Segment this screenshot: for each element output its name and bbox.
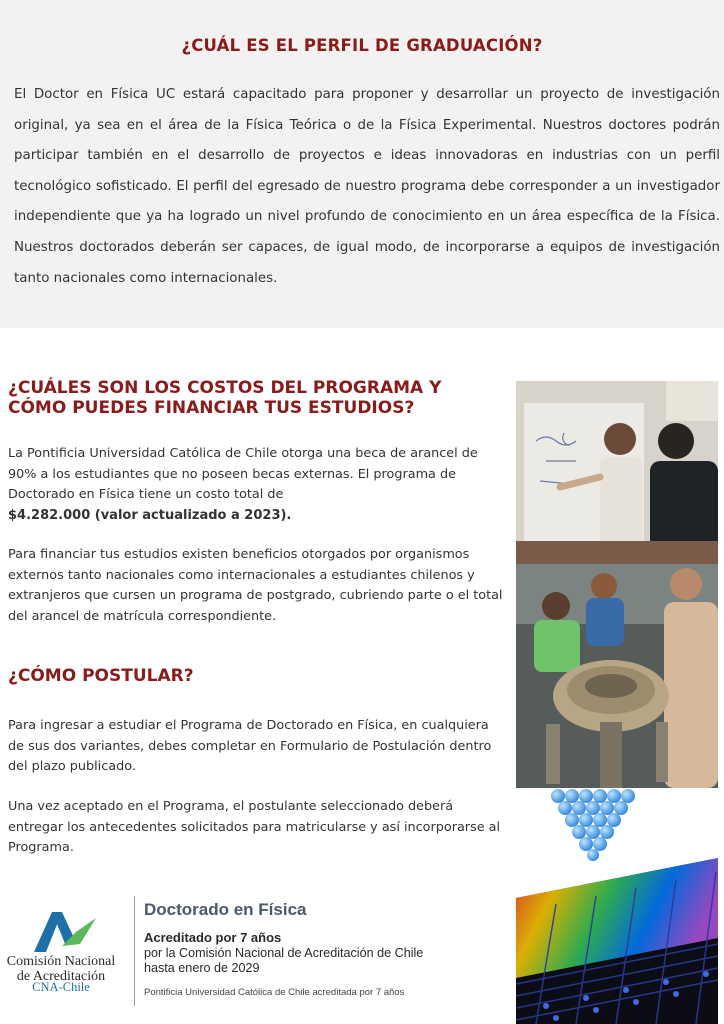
graduation-body: El Doctor en Física UC estará capacitado para proponer y desarrollar un proyecto de investigación original, ya sea en el área de la Física Teórica o de la Física Experimental. Nuestros doctores podrán participar también en el desarrollo de proyectos e ideas innovadoras en industrias con un perfil tecnológico sofisticado. El perfil del egresado de nuestro programa debe corresponder a un investigador independiente que ya ha logrado un nivel profundo de conocimiento en un área específica de la Física. Nuestros doctorados deberán ser capaces, de igual modo, de incorporarse a equipos de investigación tanto nacionales como internacionales. — [14, 87, 720, 286]
costs-paragraph-2: Para financiar tus estudios existen beneficios otorgados por organismos externos tanto nacionales como internacionales a estudiantes chilenos y extranjeros que cursen un programa de postgrado, cubriendo parte o el total del arancel de matrícula correspondiente. — [8, 547, 503, 624]
cna-acronym: CNA-Chile — [32, 980, 90, 994]
apply-paragraph-1: Para ingresar a estudiar el Programa de Doctorado en Física, en cualquiera de sus dos variantes, debes completar en Formulario de Postulación dentro del plazo publicado. — [8, 718, 492, 774]
apply-title: ¿CÓMO POSTULAR? — [8, 666, 194, 686]
cna-line1: Comisión Nacional — [6, 954, 116, 969]
graduation-title: ¿CUÁL ES EL PERFIL DE GRADUACIÓN? — [181, 36, 543, 55]
costs-title-line2: CÓMO PUEDES FINANCIAR TUS ESTUDIOS? — [8, 398, 415, 418]
accreditation-agency: por la Comisión Nacional de Acreditación de Chile — [144, 946, 424, 960]
apply-paragraph-2: Una vez aceptado en el Programa, el postulante seleccionado deberá entregar los antecedentes solicitados para matricularse y así incorporarse al Programa. — [8, 799, 501, 855]
costs-title — [8, 378, 508, 418]
costs-para1-text: La Pontificia Universidad Católica de Chile otorga una beca de arancel de 90% a los estudiantes que no poseen becas externas. El programa de Doctorado en Física tiene un costo total de — [8, 446, 478, 502]
program-name: Doctorado en Física — [144, 900, 307, 919]
photo-laboratory — [516, 564, 718, 788]
footer-divider — [134, 896, 135, 1006]
costs-paragraph-1 — [8, 444, 508, 526]
costs-title-line1: ¿CUÁLES SON LOS COSTOS DEL PROGRAMA Y — [8, 378, 442, 398]
graduation-profile-section — [0, 0, 724, 328]
accreditation-until: hasta enero de 2029 — [144, 961, 260, 975]
cna-line2: de Acreditación — [16, 969, 106, 984]
photo-whiteboard — [516, 381, 718, 564]
university-accreditation-note: Pontificia Universidad Católica de Chile acreditada por 7 años — [144, 987, 405, 998]
costs-price: $4.282.000 (valor actualizado a 2023). — [8, 507, 292, 523]
photo-nanostructure — [516, 788, 718, 1024]
accreditation-years: Acreditado por 7 años — [144, 930, 282, 945]
